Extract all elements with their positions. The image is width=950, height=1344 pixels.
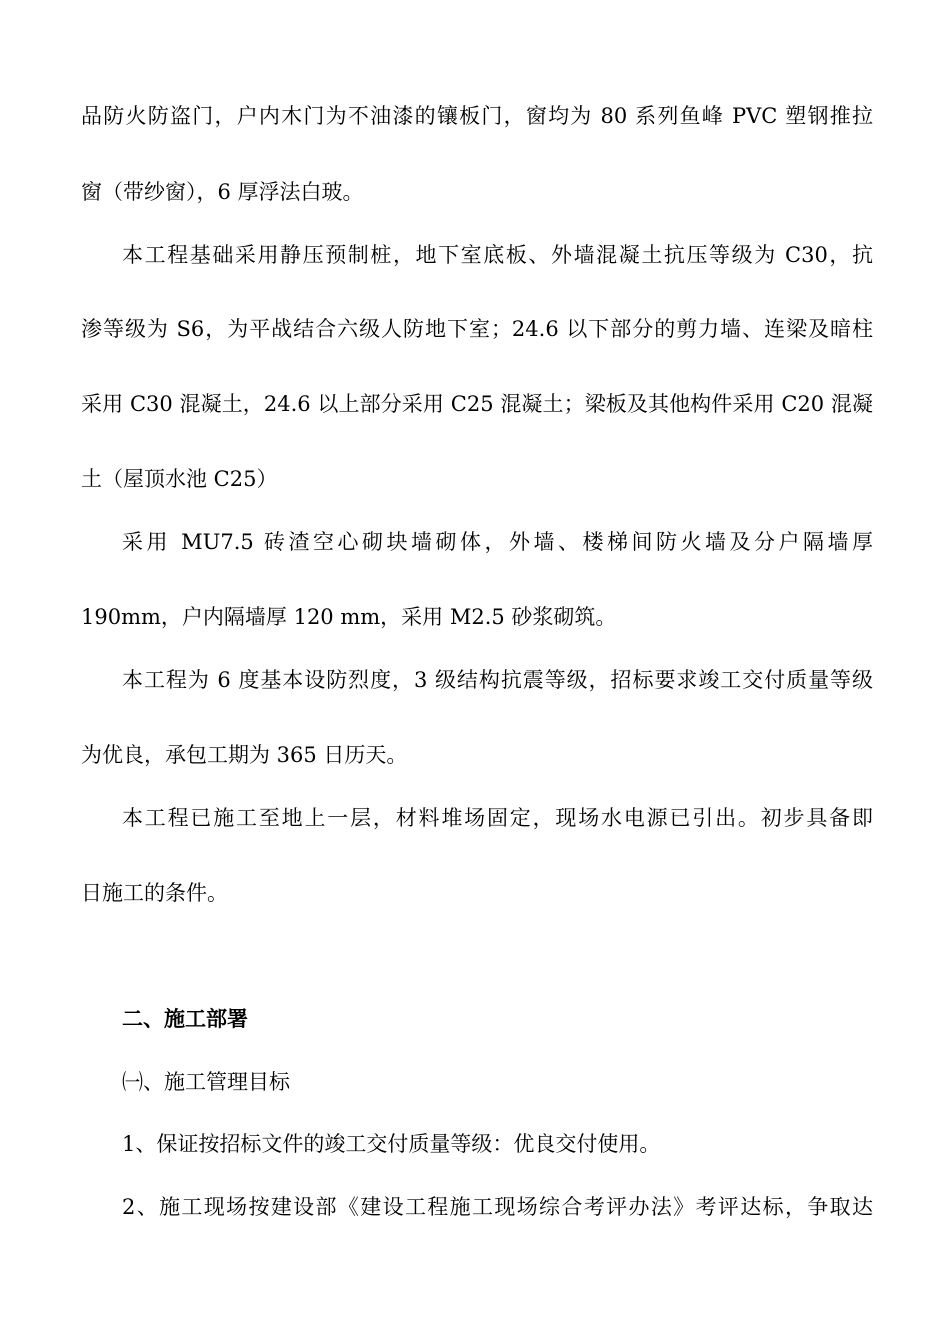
subsection-heading: ㈠、施工管理目标: [122, 1070, 290, 1094]
paragraph-line: 本工程基础采用静压预制桩，地下室底板、外墙混凝土抗压等级为 C30，抗: [122, 243, 873, 267]
paragraph-line: 采用 MU7.5 砖渣空心砌块墙砌体，外墙、楼梯间防火墙及分户隔墙厚: [122, 530, 873, 554]
list-item: 2、施工现场按建设部《建设工程施工现场综合考评办法》考评达标，争取达: [122, 1195, 873, 1219]
paragraph-line: 190mm，户内隔墙厚 120 mm，采用 M2.5 砂浆砌筑。: [81, 605, 617, 629]
paragraph-line: 采用 C30 混凝土，24.6 以上部分采用 C25 混凝土；梁板及其他构件采用 C20 混凝: [81, 392, 873, 416]
paragraph-line: 渗等级为 S6，为平战结合六级人防地下室；24.6 以下部分的剪力墙、连梁及暗柱: [81, 317, 873, 341]
paragraph-line: 本工程为 6 度基本设防烈度，3 级结构抗震等级，招标要求竣工交付质量等级: [122, 668, 873, 692]
paragraph-line: 为优良，承包工期为 365 日历天。: [81, 743, 408, 767]
paragraph-line: 日施工的条件。: [81, 881, 228, 905]
section-heading: 二、施工部署: [122, 1007, 248, 1031]
paragraph-line: 土（屋顶水池 C25）: [81, 467, 278, 491]
paragraph-line: 本工程已施工至地上一层，材料堆场固定，现场水电源已引出。初步具备即: [122, 806, 873, 830]
paragraph-line: 品防火防盗门，户内木门为不油漆的镶板门，窗均为 80 系列鱼峰 PVC 塑钢推拉: [81, 104, 873, 128]
list-item: 1、保证按招标文件的竣工交付质量等级：优良交付使用。: [122, 1132, 661, 1156]
paragraph-line: 窗（带纱窗），6 厚浮法白玻。: [81, 180, 364, 204]
